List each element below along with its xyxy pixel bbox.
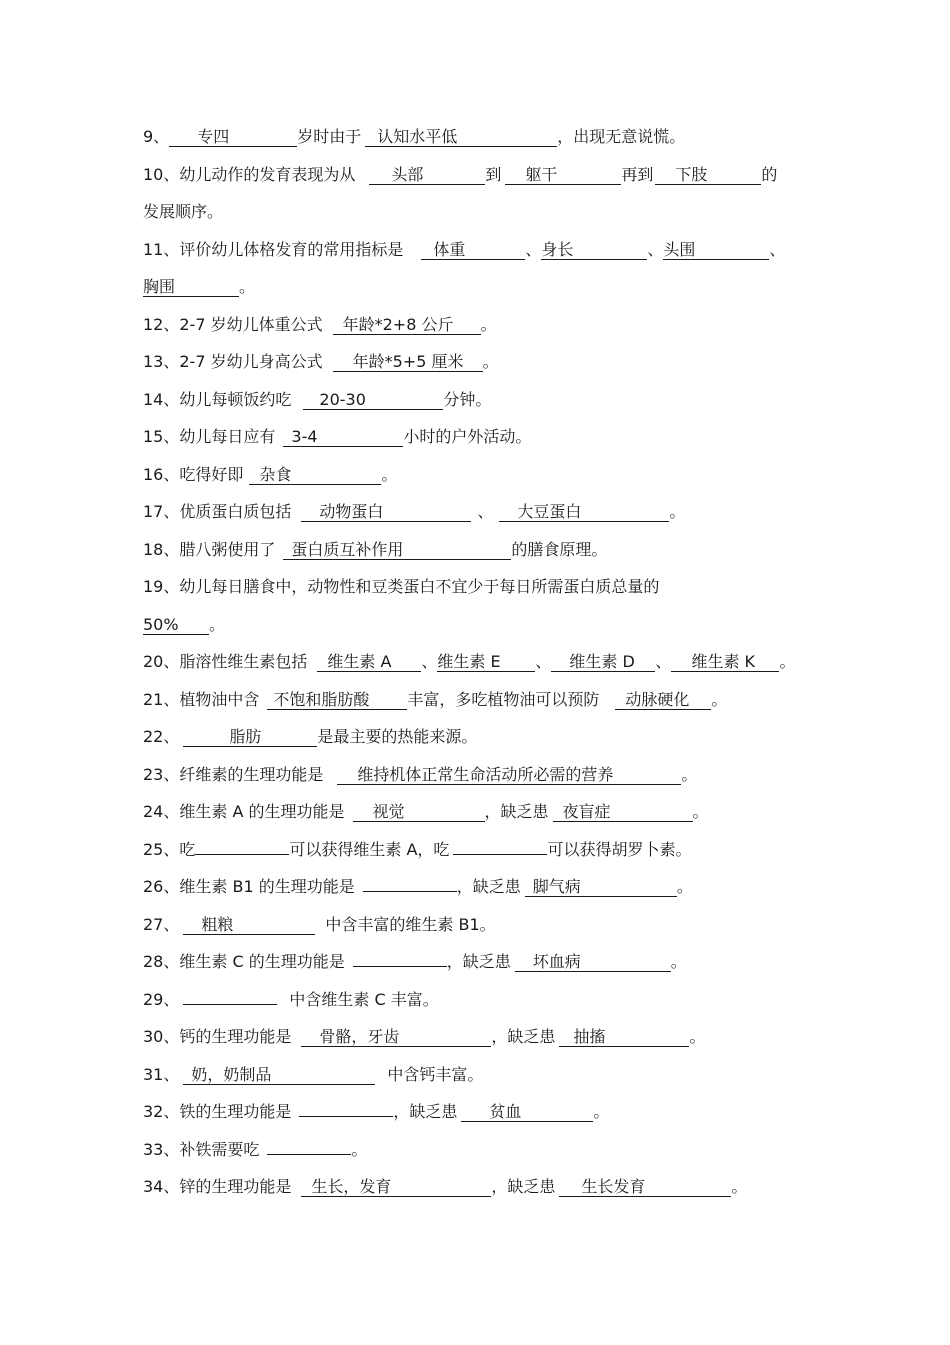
question-text: 。 (676, 877, 693, 896)
question-text: ，缺乏患 (491, 1027, 556, 1046)
question-text: 幼儿动作的发育表现为从 (179, 164, 356, 184)
answer-blank: 躯干 (505, 165, 621, 185)
worksheet (143, 118, 823, 1206)
answer-blank: 年龄*5+5 厘米 (333, 352, 483, 372)
answer-blank (183, 985, 277, 1005)
question-text: ，缺乏患 (393, 1102, 458, 1121)
question-text: 维生素 B1 的生理功能是 (179, 877, 355, 896)
answer-blank: 头围 (663, 240, 769, 260)
question-text: 是最主要的热能来源。 (317, 727, 478, 746)
question-number: 22、 (143, 727, 180, 746)
answer-blank: 维生素 A (317, 652, 421, 672)
answer-blank: 生长，发育 (301, 1177, 491, 1197)
question-number: 15、 (143, 427, 180, 446)
question-text: ，出现无意说慌。 (557, 127, 686, 146)
answer-blank: 抽搐 (559, 1027, 689, 1047)
question-24 (143, 793, 823, 831)
question-text: 。 (731, 1177, 748, 1196)
question-text: 纤维素的生理功能是 (179, 764, 324, 784)
separator: 、 (421, 652, 438, 671)
separator: 、 (535, 652, 552, 671)
question-text: 。 (711, 689, 728, 709)
answer-blank: 大豆蛋白 (499, 502, 669, 522)
answer-blank (353, 947, 447, 967)
question-text: 。 (381, 464, 398, 484)
answer-blank: 粗粮 (183, 915, 315, 935)
question-text: 腊八粥使用了 (179, 539, 276, 559)
question-text: 幼儿每顿饭约吃 (179, 389, 292, 409)
question-text: 钙的生理功能是 (179, 1027, 292, 1046)
question-number: 19、 (143, 577, 180, 596)
question-text: 。 (689, 1027, 706, 1046)
question-text: 脂溶性维生素包括 (179, 652, 308, 671)
question-text: 。 (669, 502, 686, 521)
question-number: 26、 (143, 877, 180, 896)
question-number: 34、 (143, 1177, 180, 1196)
answer-blank: 夜盲症 (553, 802, 693, 822)
question-text: 。 (670, 952, 687, 971)
question-23 (143, 756, 823, 794)
answer-blank: 下肢 (655, 165, 761, 185)
question-17 (143, 493, 823, 531)
answer-blank: 50% (143, 615, 209, 635)
question-30 (143, 1018, 823, 1056)
question-text: 吃 (179, 839, 196, 859)
question-text: 评价幼儿体格发育的常用指标是 (179, 239, 404, 259)
question-number: 20、 (143, 652, 180, 671)
question-number: 9、 (143, 127, 170, 146)
question-number: 12、 (143, 314, 180, 334)
question-number: 25、 (143, 839, 180, 859)
answer-blank: 动脉硬化 (615, 690, 711, 710)
answer-blank: 骨骼，牙齿 (301, 1027, 491, 1047)
question-text: 岁时由于 (297, 127, 362, 146)
question-text: 。 (779, 652, 796, 671)
question-21 (143, 681, 823, 719)
answer-blank: 动物蛋白 (301, 502, 471, 522)
answer-blank: 生长发育 (559, 1177, 731, 1197)
question-29 (143, 981, 823, 1019)
question-20 (143, 643, 823, 681)
answer-blank: 头部 (369, 165, 485, 185)
answer-blank: 维持机体正常生命活动所必需的营养 (337, 765, 681, 785)
answer-blank: 贫血 (461, 1102, 593, 1122)
question-number: 23、 (143, 764, 180, 784)
question-text: 小时的户外活动。 (403, 427, 532, 446)
separator: 、 (477, 502, 494, 521)
question-34 (143, 1168, 823, 1206)
answer-blank: 年龄*2+8 公斤 (333, 315, 481, 335)
question-text: 。 (593, 1102, 610, 1121)
question-number: 16、 (143, 464, 180, 484)
question-number: 13、 (143, 352, 180, 371)
question-text: 吃得好即 (179, 464, 244, 484)
question-text: 植物油中含 (179, 689, 260, 709)
question-text: 维生素 A 的生理功能是 (179, 802, 345, 821)
question-number: 21、 (143, 689, 180, 709)
question-19-continued (143, 606, 823, 644)
question-number: 32、 (143, 1102, 180, 1121)
separator: 、 (769, 239, 786, 259)
question-31 (143, 1056, 823, 1094)
question-text: 。 (681, 764, 698, 784)
question-text: 中含丰富的维生素 B1。 (325, 914, 496, 934)
question-text: 。 (480, 314, 497, 334)
question-text: ，缺乏患 (456, 877, 521, 896)
separator: 、 (525, 239, 542, 259)
question-27 (143, 906, 823, 944)
question-19 (143, 568, 823, 606)
question-number: 17、 (143, 502, 180, 521)
question-text: 优质蛋白质包括 (179, 502, 292, 521)
answer-blank: 体重 (421, 240, 525, 260)
question-number: 10、 (143, 164, 180, 184)
question-text: 中含维生素 C 丰富。 (289, 989, 439, 1009)
answer-blank: 杂食 (249, 465, 381, 485)
question-text: 的膳食原理。 (511, 539, 608, 559)
question-text: 。 (209, 614, 226, 634)
answer-blank: 脚气病 (525, 877, 677, 897)
question-text: 丰富，多吃植物油可以预防 (407, 689, 600, 709)
question-text: 铁的生理功能是 (179, 1102, 292, 1121)
question-text: 发展顺序。 (143, 202, 224, 221)
answer-blank: 维生素 K (671, 652, 779, 672)
answer-blank (195, 835, 289, 855)
question-number: 24、 (143, 802, 180, 821)
answer-blank: 3-4 (283, 427, 403, 447)
question-text: 2-7 岁幼儿体重公式 (179, 314, 323, 334)
question-text: 。 (351, 1139, 368, 1159)
answer-blank: 专四 (169, 127, 297, 147)
answer-blank (363, 872, 457, 892)
answer-blank (299, 1097, 393, 1117)
question-number: 27、 (143, 914, 180, 934)
question-text: 2-7 岁幼儿身高公式 (179, 352, 323, 371)
answer-blank: 维生素 E (437, 652, 535, 672)
answer-blank: 20-30 (303, 390, 443, 410)
answer-blank (453, 835, 547, 855)
answer-blank: 坏血病 (515, 952, 671, 972)
question-18 (143, 531, 823, 569)
question-text: 到 (485, 164, 502, 184)
answer-blank: 视觉 (353, 802, 485, 822)
question-text: 中含钙丰富。 (387, 1064, 484, 1084)
answer-blank: 维生素 D (551, 652, 655, 672)
answer-blank: 认知水平低 (365, 127, 557, 147)
question-text: 的 (761, 164, 778, 184)
question-14 (143, 381, 823, 419)
question-9 (143, 118, 823, 156)
question-text: 可以获得胡罗卜素。 (547, 839, 692, 859)
answer-blank: 脂肪 (183, 727, 317, 747)
question-text: 分钟。 (443, 389, 492, 409)
question-number: 33、 (143, 1139, 180, 1159)
question-10-continued (143, 193, 823, 231)
question-number: 29、 (143, 989, 180, 1009)
question-number: 11、 (143, 239, 180, 259)
question-text: ，缺乏患 (484, 802, 549, 821)
question-11-continued (143, 268, 823, 306)
question-11 (143, 231, 823, 269)
question-10 (143, 156, 823, 194)
question-text: 幼儿每日应有 (179, 427, 276, 446)
question-13 (143, 343, 823, 381)
question-number: 28、 (143, 952, 180, 971)
question-26 (143, 868, 823, 906)
answer-blank: 奶，奶制品 (183, 1065, 375, 1085)
question-text: 维生素 C 的生理功能是 (179, 952, 345, 971)
answer-blank: 身长 (541, 240, 647, 260)
answer-blank (267, 1135, 351, 1155)
question-number: 14、 (143, 389, 180, 409)
question-text: 再到 (621, 164, 654, 184)
question-22 (143, 718, 823, 756)
question-25 (143, 831, 823, 869)
question-text: ，缺乏患 (491, 1177, 556, 1196)
question-number: 18、 (143, 539, 180, 559)
question-text: 可以获得维生素 A，吃 (289, 839, 450, 859)
question-number: 31、 (143, 1064, 180, 1084)
question-12 (143, 306, 823, 344)
question-32 (143, 1093, 823, 1131)
answer-blank: 不饱和脂肪酸 (267, 690, 407, 710)
answer-blank: 蛋白质互补作用 (283, 540, 511, 560)
question-text: 。 (692, 802, 709, 821)
question-number: 30、 (143, 1027, 180, 1046)
separator: 、 (655, 652, 672, 671)
separator: 、 (647, 239, 664, 259)
question-33 (143, 1131, 823, 1169)
question-text: 幼儿每日膳食中，动物性和豆类蛋白不宜少于每日所需蛋白质总量的 (179, 577, 660, 596)
question-text: 锌的生理功能是 (179, 1177, 292, 1196)
question-text: 。 (482, 352, 499, 371)
question-text: 补铁需要吃 (179, 1139, 260, 1159)
question-16 (143, 456, 823, 494)
question-28 (143, 943, 823, 981)
question-text: 。 (239, 277, 256, 296)
question-text: ，缺乏患 (446, 952, 511, 971)
question-15 (143, 418, 823, 456)
answer-blank: 胸围 (143, 277, 239, 297)
